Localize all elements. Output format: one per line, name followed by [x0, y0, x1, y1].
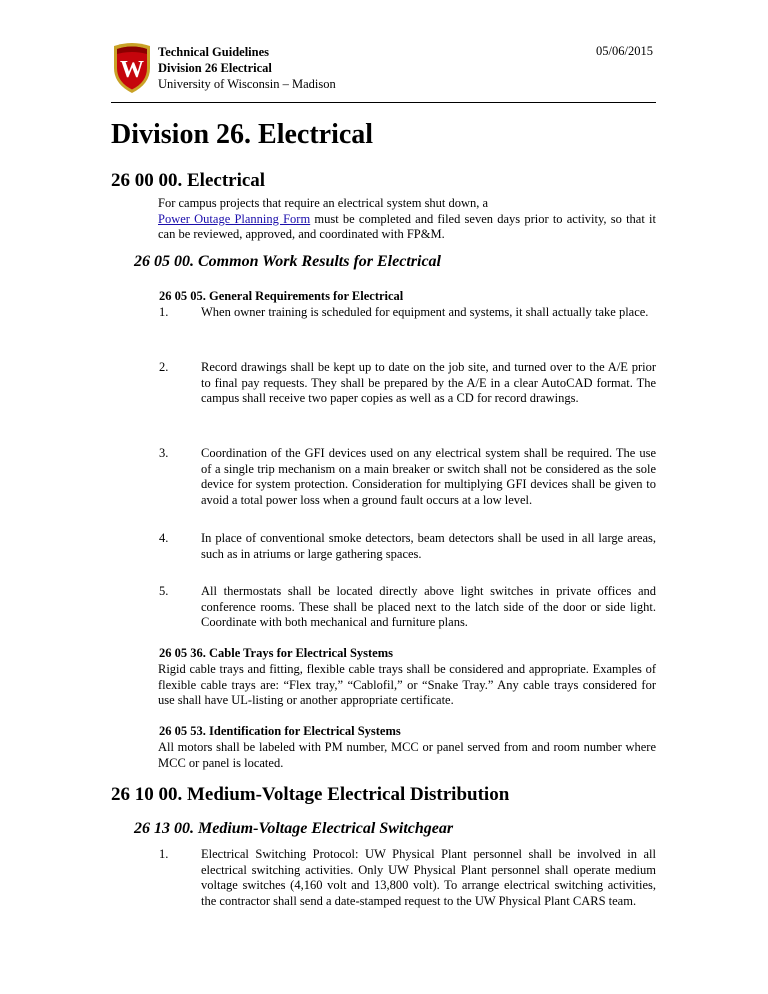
list-item-text: Record drawings shall be kept up to date on the job site, and turned over to the A/E prior to final pay requests. They shall be prepared by the A/E in a clear AutoCAD format. The campus shall receive two paper copies as well as a CD for record drawings. [201, 360, 656, 405]
power-outage-form-link[interactable]: Power Outage Planning Form [158, 211, 311, 226]
list-item-text: Coordination of the GFI devices used on any electrical system shall be required. The use of a single trip mechanism on a main breaker or switch shall not be considered as the sole device for system protection. Consideration for multiplying GFI devices shall be given to avoid a total power loss when a ground fault occurs at a low level. [201, 446, 656, 507]
list-item-text: Electrical Switching Protocol: UW Physical Plant personnel shall be involved in all electrical switching activities. Only UW Physical Plant personnel shall operate medium voltage switches (4,160 volt and 13,800 volt). To arrange electrical switching activities, the contractor shall send a date-stamped request to the UW Physical Plant CARS team. [201, 847, 656, 908]
section-260536-heading: 26 05 36. Cable Trays for Electrical Systems [159, 646, 393, 660]
section-261300-heading: 26 13 00. Medium-Voltage Electrical Switchgear [134, 820, 454, 837]
header-date: 05/06/2015 [596, 44, 653, 58]
list-item-text: In place of conventional smoke detectors, beam detectors shall be used in all large areas, such as in atriums or large gathering spaces. [201, 531, 656, 561]
intro-text-pre: For campus projects that require an electrical system shut down, a [158, 196, 489, 210]
section-260000-heading: 26 00 00. Electrical [111, 170, 266, 191]
list-item-number: 1. [159, 847, 169, 861]
list-item-number: 4. [159, 531, 169, 545]
header-divider [111, 102, 656, 103]
section-260553-heading: 26 05 53. Identification for Electrical Systems [159, 724, 401, 738]
section-260500-heading: 26 05 00. Common Work Results for Electrical [134, 253, 441, 270]
list-item-number: 1. [159, 305, 169, 319]
list-item-text: All thermostats shall be located directly above light switches in private offices and conference rooms. These shall be placed next to the latch side of the door or side light. Coordinate with both mechanical and furniture plans. [201, 584, 656, 629]
section-261000-heading: 26 10 00. Medium-Voltage Electrical Distribution [111, 784, 510, 805]
list-item-number: 2. [159, 360, 169, 374]
list-item-text: When owner training is scheduled for equipment and systems, it shall actually take place. [201, 305, 649, 319]
section-260505-heading: 26 05 05. General Requirements for Electrical [159, 289, 404, 303]
list-item-number: 3. [159, 446, 169, 460]
page-title: Division 26. Electrical [111, 119, 374, 150]
crest-letter: W [120, 57, 144, 83]
header-line-3: University of Wisconsin – Madison [158, 77, 336, 91]
intro-text-post: must be completed and filed seven days prior to activity, so that it can be reviewed, approved, and coordinated with FP&M. [158, 211, 656, 241]
header-line-2: Division 26 Electrical [158, 61, 272, 75]
list-item-number: 5. [159, 584, 169, 598]
section-260000-intro [158, 196, 656, 243]
uw-crest-logo [111, 42, 153, 94]
header-block [158, 44, 336, 92]
section-260553-text: All motors shall be labeled with PM number, MCC or panel served from and room number where MCC or panel is located. [158, 740, 656, 770]
header-line-1: Technical Guidelines [158, 45, 270, 59]
section-260536-text: Rigid cable trays and fitting, flexible cable trays shall be considered and appropriate. Examples of flexible cable trays are: “Flex tray,” “Cablofil,” or “Snake Tray.” Any cable trays considered for use shall have UL-listing or another appropriate certificate. [158, 662, 656, 707]
